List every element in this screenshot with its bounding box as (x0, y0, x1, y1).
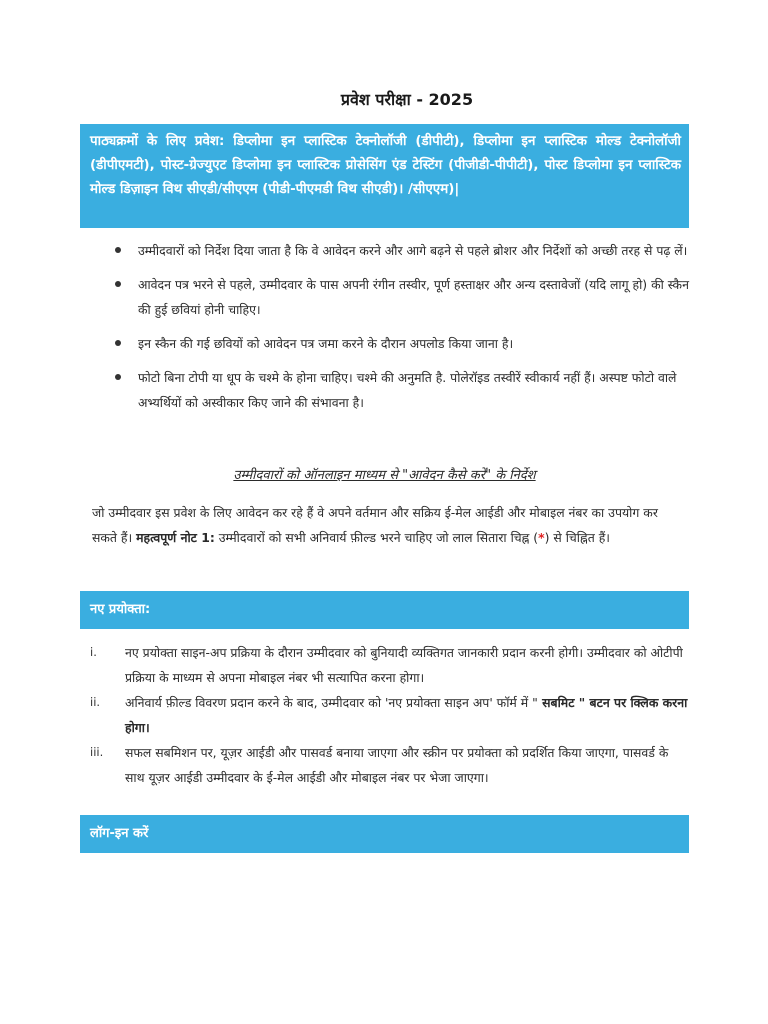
list-item (80, 365, 689, 415)
paragraph-mid-text: उम्मीदवारों को सभी अनिवार्य फ़ील्ड भरने चाहिए जो लाल सितारा चिह्न ( (214, 530, 539, 545)
new-user-section-header (80, 591, 689, 629)
page-title: प्रवेश परीक्षा - 2025 (340, 90, 474, 109)
list-item (80, 331, 689, 356)
bullet-text: फोटो बिना टोपी या धूप के चश्मे के होना चाहिए। चश्मे की अनुमति है. पोलेरॉइड तस्वीरें स्वीकार्य नहीं हैं। अस्पष्ट फोटो वाले अभ्यर्थियों को अस्वीकार किए जाने की संभावना है। (138, 370, 677, 410)
list-item (80, 740, 689, 790)
login-section-header (80, 815, 689, 853)
bullet-dot-icon (115, 281, 121, 287)
submit-instruction-text: सबमिट " बटन पर क्लिक करना होगा। (125, 695, 688, 735)
instruction-bullet-list (80, 238, 689, 424)
required-star-icon: * (538, 530, 545, 545)
intro-banner (80, 124, 689, 228)
instructions-heading: उम्मीदवारों को ऑनलाइन माध्यम से "आवेदन कैसे करें" के निर्देश (233, 468, 536, 483)
new-user-steps-list (80, 640, 689, 790)
bullet-text: इन स्कैन की गई छवियों को आवेदन पत्र जमा करने के दौरान अपलोड किया जाना है। (138, 336, 514, 351)
step-number: i. (90, 645, 97, 659)
intro-banner-text: पाठ्यक्रमों के लिए प्रवेश: डिप्लोमा इन प्लास्टिक टेक्नोलॉजी (डीपीटी), डिप्लोमा इन प्लास्टिक मोल्ड टेक्नोलॉजी (डीपीएमटी), पोस्ट-ग्रेज्युएट डिप्लोमा इन प्लास्टिक प्रोसेसिंग एंड टेस्टिंग (पीजीडी-पीपीटी), पोस्ट डिप्लोमा इन प्लास्टिक मोल्ड डिज़ाइन विथ सीएडी/सीएएम (पीडी-पीएमडी विथ सीएडी)। /सीएएम)| (90, 134, 681, 197)
step-text: सफल सबमिशन पर, यूज़र आईडी और पासवर्ड बनाया जाएगा और स्क्रीन पर प्रयोक्ता को प्रदर्शित किया जाएगा, पासवर्ड के साथ यूज़र आईडी उम्मीदवार के ई-मेल आईडी और मोबाइल नंबर पर भेजा जाएगा। (125, 745, 669, 785)
bullet-dot-icon (115, 374, 121, 380)
instructions-paragraph (92, 500, 682, 550)
step-number: ii. (90, 695, 101, 709)
list-item (80, 640, 689, 690)
bullet-text: आवेदन पत्र भरने से पहले, उम्मीदवार के पास अपनी रंगीन तस्वीर, पूर्ण हस्ताक्षर और अन्य दस्तावेजों (यदि लागू हो) की स्कैन की हुई छवियां होनी चाहिए। (138, 277, 689, 317)
list-item (80, 690, 689, 740)
bullet-dot-icon (115, 340, 121, 346)
step-text: नए प्रयोक्ता साइन-अप प्रक्रिया के दौरान उम्मीदवार को बुनियादी व्यक्तिगत जानकारी प्रदान करनी होगी। उम्मीदवार को ओटीपी प्रक्रिया के माध्यम से अपना मोबाइल नंबर भी सत्यापित करना होगा। (125, 645, 683, 685)
new-user-heading: नए प्रयोक्ता: (90, 602, 151, 617)
paragraph-end-text: ) से चिह्नित हैं। (544, 530, 610, 545)
login-heading: लॉग-इन करें (90, 826, 149, 841)
important-note-label: महत्वपूर्ण नोट 1: (136, 530, 215, 545)
bullet-dot-icon (115, 247, 121, 253)
list-item (80, 272, 689, 322)
step-number: iii. (90, 745, 104, 759)
step-text: अनिवार्य फ़ील्ड विवरण प्रदान करने के बाद, उम्मीदवार को 'नए प्रयोक्ता साइन अप' फॉर्म में " (125, 695, 538, 710)
bullet-text: उम्मीदवारों को निर्देश दिया जाता है कि वे आवेदन करने और आगे बढ़ने से पहले ब्रोशर और निर्देशों को अच्छी तरह से पढ़ लें। (138, 243, 688, 258)
list-item (80, 238, 689, 263)
paragraph-start-text: जो उम्मीदवार इस प्रवेश के लिए आवेदन कर रहे हैं वे अपने वर्तमान और सक्रिय ई-मेल आईडी और मोबाइल नंबर का उपयोग कर सकते हैं। (92, 505, 658, 545)
